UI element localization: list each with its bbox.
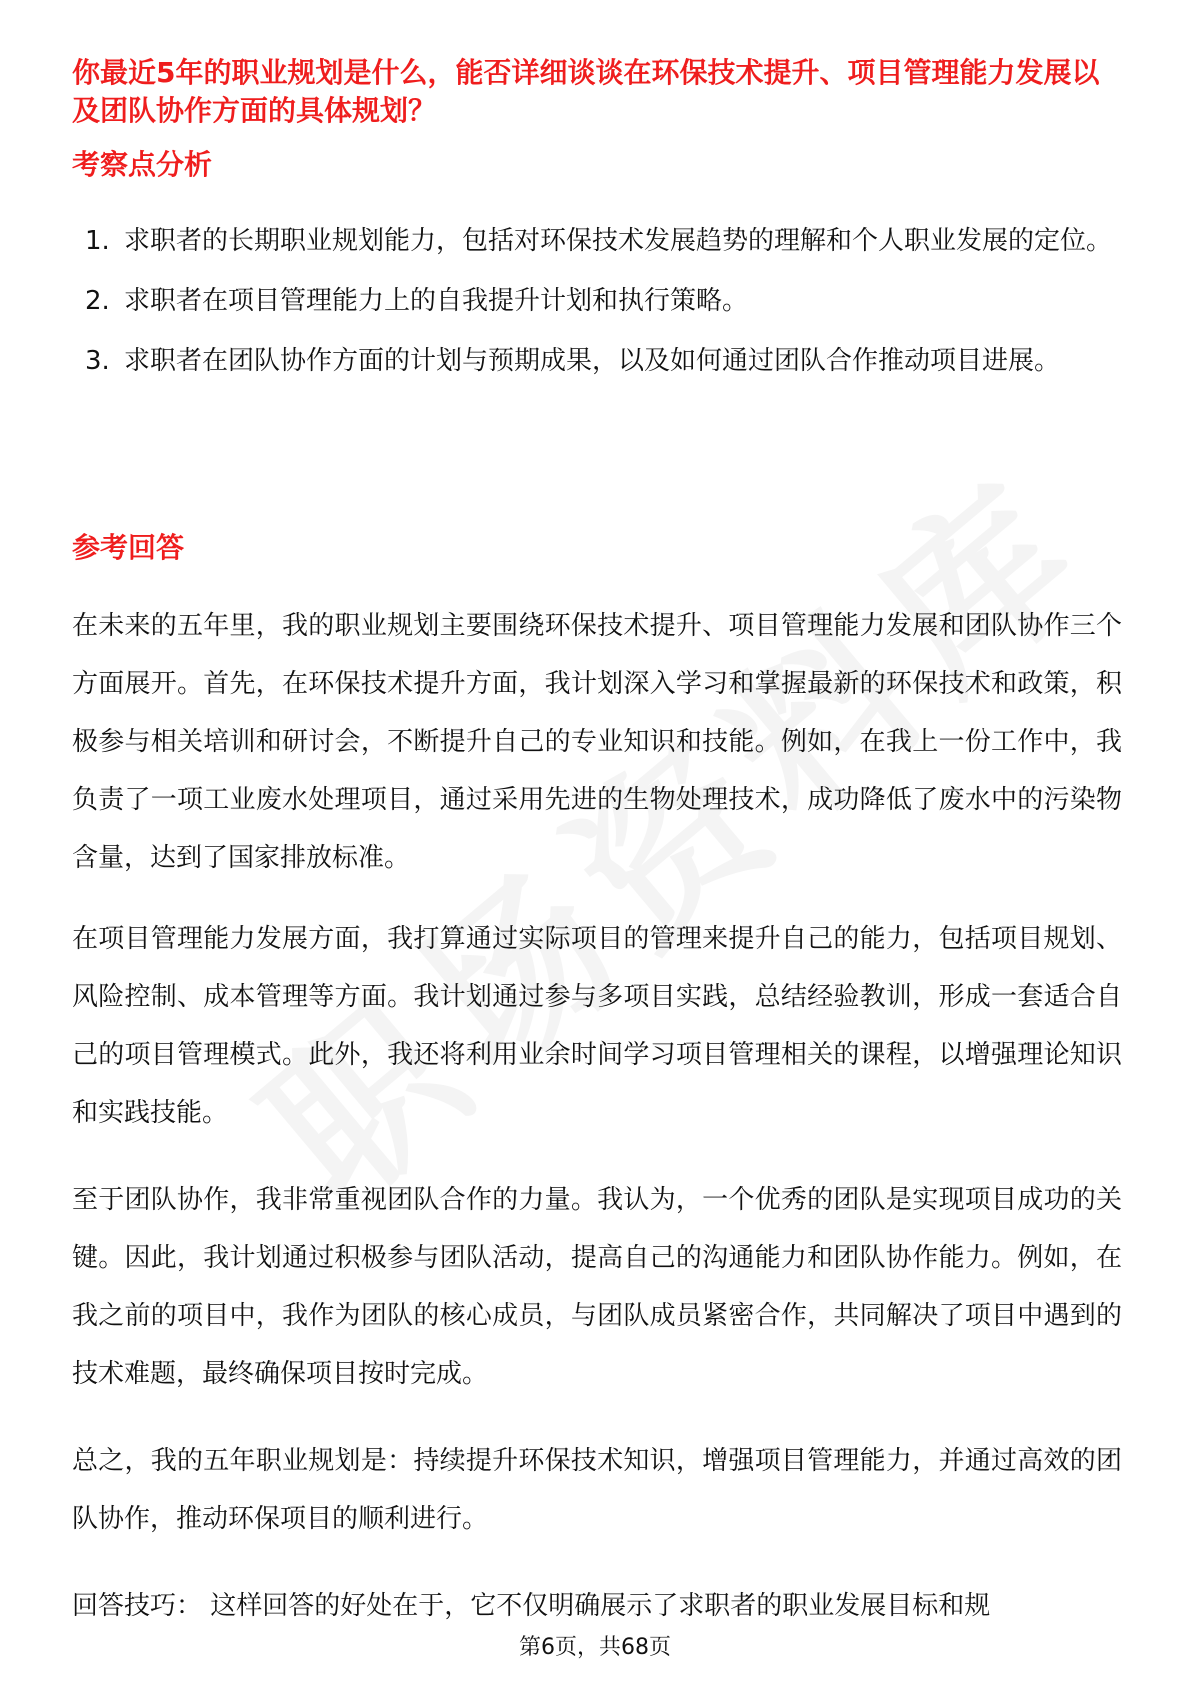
answer-paragraph: 总之，我的五年职业规划是：持续提升环保技术知识，增强项目管理能力，并通过高效的团队协作，推动环保项目的顺利进行。	[72, 1446, 1122, 1534]
list-item	[72, 212, 1122, 270]
list-item-number: 2.	[85, 286, 110, 316]
answer-paragraph: 至于团队协作，我非常重视团队合作的力量。我认为，一个优秀的团队是实现项目成功的关键。因此，我计划通过积极参与团队活动，提高自己的沟通能力和团队协作能力。例如，在我之前的项目中，我作为团队的核心成员，与团队成员紧密合作，共同解决了项目中遇到的技术难题，最终确保项目按时完成。	[72, 1185, 1122, 1389]
analysis-list	[72, 212, 1122, 392]
analysis-heading: 考察点分析	[72, 148, 213, 181]
list-item-text: 求职者在团队协作方面的计划与预期成果，以及如何通过团队合作推动项目进展。	[124, 346, 1061, 376]
answer-tip-paragraph: 回答技巧： 这样回答的好处在于，它不仅明确展示了求职者的职业发展目标和规	[72, 1591, 991, 1621]
question-title: 你最近5年的职业规划是什么，能否详细谈谈在环保技术提升、项目管理能力发展以及团队协作方面的具体规划？	[72, 56, 1100, 127]
list-item-number: 1.	[85, 226, 110, 256]
list-item	[72, 332, 1122, 390]
page-number: 第6页，共68页	[519, 1635, 671, 1660]
answer-paragraph: 在未来的五年里，我的职业规划主要围绕环保技术提升、项目管理能力发展和团队协作三个方面展开。首先，在环保技术提升方面，我计划深入学习和掌握最新的环保技术和政策，积极参与相关培训和研讨会，不断提升自己的专业知识和技能。例如，在我上一份工作中，我负责了一项工业废水处理项目，通过采用先进的生物处理技术，成功降低了废水中的污染物含量，达到了国家排放标准。	[72, 611, 1122, 873]
list-item-number: 3.	[85, 346, 110, 376]
list-item	[72, 272, 1122, 330]
answer-heading: 参考回答	[72, 531, 185, 564]
list-item-text: 求职者在项目管理能力上的自我提升计划和执行策略。	[124, 286, 749, 316]
answer-paragraph: 在项目管理能力发展方面，我打算通过实际项目的管理来提升自己的能力，包括项目规划、风险控制、成本管理等方面。我计划通过参与多项目实践，总结经验教训，形成一套适合自己的项目管理模式。此外，我还将利用业余时间学习项目管理相关的课程，以增强理论知识和实践技能。	[72, 924, 1122, 1128]
list-item-text: 求职者的长期职业规划能力，包括对环保技术发展趋势的理解和个人职业发展的定位。	[124, 226, 1113, 256]
